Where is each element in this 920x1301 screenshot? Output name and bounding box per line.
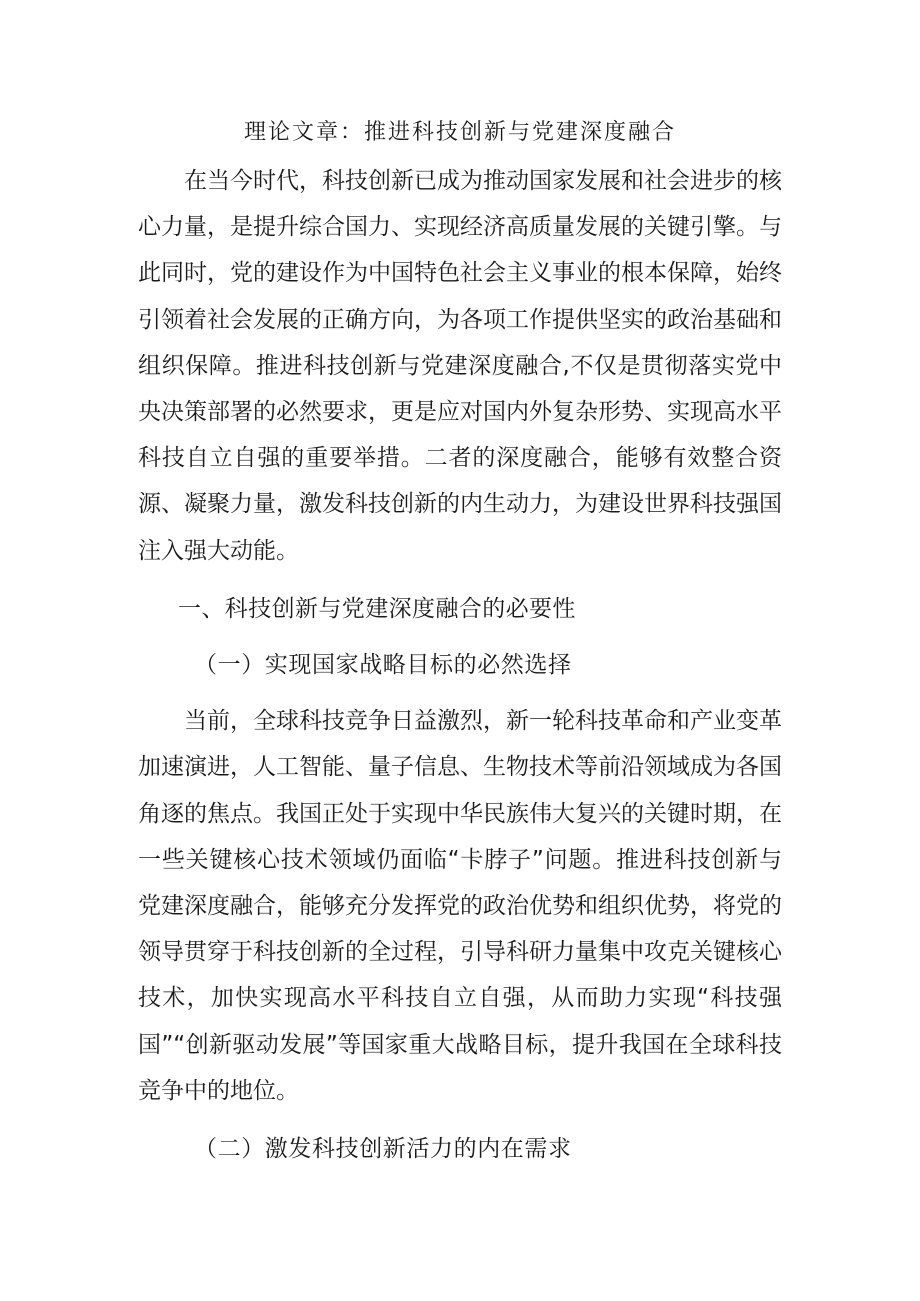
document-title: 理论文章：推进科技创新与党建深度融合 [243,120,676,145]
subsection-heading-2: （二）激发科技创新活力的内在需求 [194,1136,572,1163]
section-heading-1: 一、科技创新与党建深度融合的必要性 [178,595,576,622]
intro-paragraph: 在当今时代，科技创新已成为推动国家发展和社会进步的核心力量，是提升综合国力、实现经济高质量发展的关键引擎。与此同时，党的建设作为中国特色社会主义事业的根本保障，始终引领着社会发展的正确方向，为各项工作提供坚实的政治基础和组织保障。推进科技创新与党建深度融合,不仅是贯彻落实党中央决策部署的必然要求，更是应对国内外复杂形势、实现高水平科技自立自强的重要举措。二者的深度融合，能够有效整合资源、凝聚力量，激发科技创新的内生动力，为建设世界科技强国注入强大动能。 [138,168,782,564]
subsection-heading-1: （一）实现国家战略目标的必然选择 [194,652,572,679]
subsection-1-paragraph: 当前，全球科技竞争日益激烈，新一轮科技革命和产业变革加速演进，人工智能、量子信息、生物技术等前沿领域成为各国角逐的焦点。我国正处于实现中华民族伟大复兴的关键时期，在一些关键核心技术领域仍面临“卡脖子”问题。推进科技创新与党建深度融合，能够充分发挥党的政治优势和组织优势，将党的领导贯穿于科技创新的全过程，引导科研力量集中攻克关键核心技术，加快实现高水平科技自立自强，从而助力实现“科技强国”“创新驱动发展”等国家重大战略目标，提升我国在全球科技竞争中的地位。 [138,708,782,1104]
document-body [138,158,782,1172]
